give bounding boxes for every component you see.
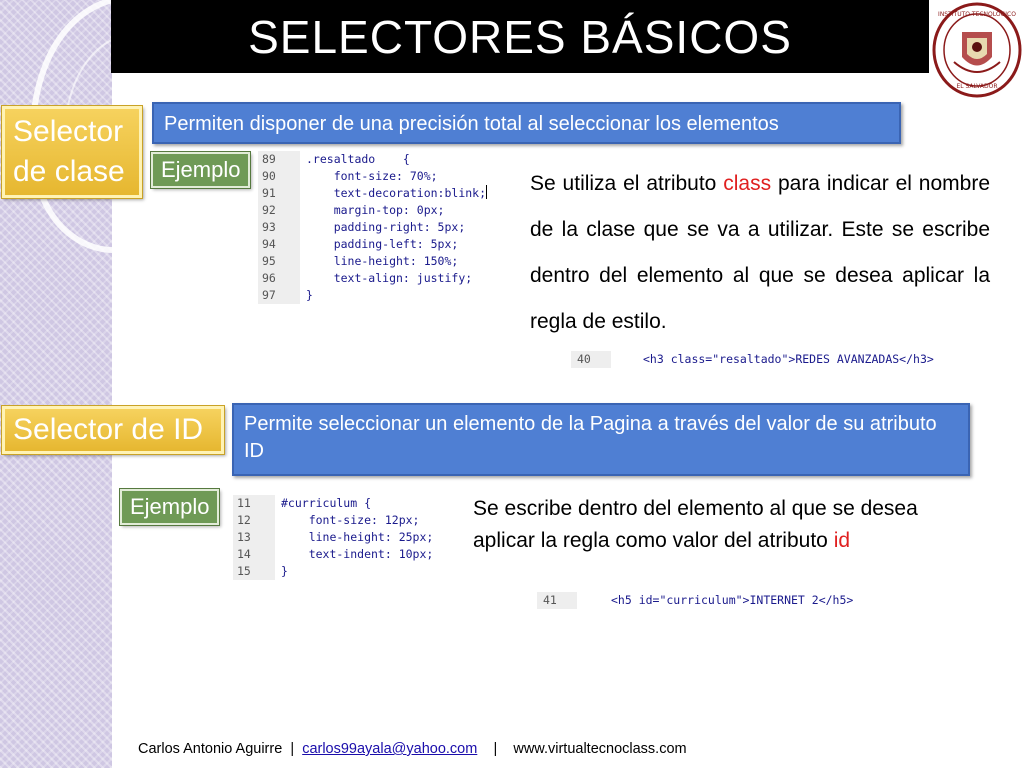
slide-title-bar <box>111 0 929 73</box>
code-line-text: } <box>306 288 313 302</box>
code-line-text: margin-top: 0px; <box>306 203 445 217</box>
id-usage-code <box>537 592 853 609</box>
code-line-text: text-decoration:blink; <box>306 186 487 200</box>
code-line-text: font-size: 70%; <box>306 169 438 183</box>
logo-top-text: INSTITUTO TECNOLÓGICO <box>938 11 1016 18</box>
class-usage-code <box>571 351 934 368</box>
class-example-tag <box>151 152 250 188</box>
id-selector-description-text: Permite seleccionar un elemento de la Pagina a través del valor de su atributo ID <box>244 413 937 462</box>
code-line-number: 96 <box>258 270 300 287</box>
class-example-label: Ejemplo <box>161 157 241 182</box>
code-line-text: text-align: justify; <box>306 271 473 285</box>
code-line-text: <h5 id="curriculum">INTERNET 2</h5> <box>611 593 854 607</box>
code-line-number: 41 <box>537 592 577 609</box>
code-row <box>233 512 433 529</box>
code-line-number: 15 <box>233 563 275 580</box>
id-selector-label-text: Selector de ID <box>13 413 204 446</box>
class-selector-label-line2: de clase <box>13 155 125 188</box>
id-selector-description <box>232 403 970 476</box>
id-explanation <box>473 493 973 557</box>
class-selector-label <box>2 106 142 198</box>
code-row <box>233 546 433 563</box>
footer-separator: | <box>493 741 498 757</box>
code-row <box>258 270 487 287</box>
id-explanation-before: Se escribe dentro del elemento al que se desea aplicar la regla como valor del atributo <box>473 497 918 552</box>
class-explanation <box>530 161 990 345</box>
code-row <box>258 151 487 168</box>
code-line-text: text-indent: 10px; <box>281 547 434 561</box>
class-selector-description-text: Permiten disponer de una precisión total al seleccionar los elementos <box>164 113 779 135</box>
code-line-text: font-size: 12px; <box>281 513 420 527</box>
id-keyword-highlight: id <box>833 529 851 552</box>
code-line-number: 11 <box>233 495 275 512</box>
footer-author: Carlos Antonio Aguirre <box>138 741 283 757</box>
code-line-number: 94 <box>258 236 300 253</box>
code-line-number: 93 <box>258 219 300 236</box>
id-code-snippet <box>233 495 433 580</box>
school-crest-icon <box>932 2 1022 98</box>
code-line-number: 12 <box>233 512 275 529</box>
id-selector-label <box>2 406 224 454</box>
code-row <box>258 236 487 253</box>
class-explanation-after: para indicar el nombre de la clase que se va a utilizar. Este se escribe dentro del elemento al que se desea aplicar la regla de estilo. <box>530 172 990 333</box>
code-line-number: 97 <box>258 287 300 304</box>
code-line-text: line-height: 150%; <box>306 254 459 268</box>
code-line-text: #curriculum { <box>281 496 372 510</box>
code-row <box>258 287 487 304</box>
logo-bottom-text: EL SALVADOR <box>956 83 998 90</box>
code-row <box>233 495 433 512</box>
school-logo <box>932 2 1022 98</box>
slide-footer <box>138 741 687 757</box>
class-selector-label-line1: Selector <box>13 115 124 148</box>
code-line-text: padding-left: 5px; <box>306 237 459 251</box>
code-line-number: 89 <box>258 151 300 168</box>
text-cursor <box>486 185 487 199</box>
code-row <box>258 202 487 219</box>
code-line-number: 90 <box>258 168 300 185</box>
code-line-text: <h3 class="resaltado">REDES AVANZADAS</h3> <box>643 352 934 366</box>
class-code-snippet <box>258 151 487 304</box>
code-line-text: } <box>281 564 288 578</box>
footer-separator: | <box>290 741 295 757</box>
class-explanation-before: Se utiliza el atributo <box>530 172 724 195</box>
slide-title: SELECTORES BÁSICOS <box>248 10 792 63</box>
code-row <box>233 563 433 580</box>
code-row <box>258 168 487 185</box>
code-line-text: line-height: 25px; <box>281 530 434 544</box>
footer-website: www.virtualtecnoclass.com <box>513 741 687 757</box>
code-line-text: padding-right: 5px; <box>306 220 466 234</box>
code-row <box>258 253 487 270</box>
code-line-text: .resaltado { <box>306 152 410 166</box>
code-row <box>233 529 433 546</box>
id-example-label: Ejemplo <box>130 494 210 519</box>
class-keyword-highlight: class <box>723 172 772 195</box>
code-line-number: 14 <box>233 546 275 563</box>
footer-email-link[interactable]: carlos99ayala@yahoo.com <box>302 741 478 757</box>
code-row <box>258 185 487 202</box>
code-line-number: 40 <box>571 351 611 368</box>
code-line-number: 95 <box>258 253 300 270</box>
code-row <box>258 219 487 236</box>
class-selector-description <box>152 102 901 144</box>
code-line-number: 13 <box>233 529 275 546</box>
code-line-number: 91 <box>258 185 300 202</box>
code-line-number: 92 <box>258 202 300 219</box>
id-example-tag <box>120 489 219 525</box>
